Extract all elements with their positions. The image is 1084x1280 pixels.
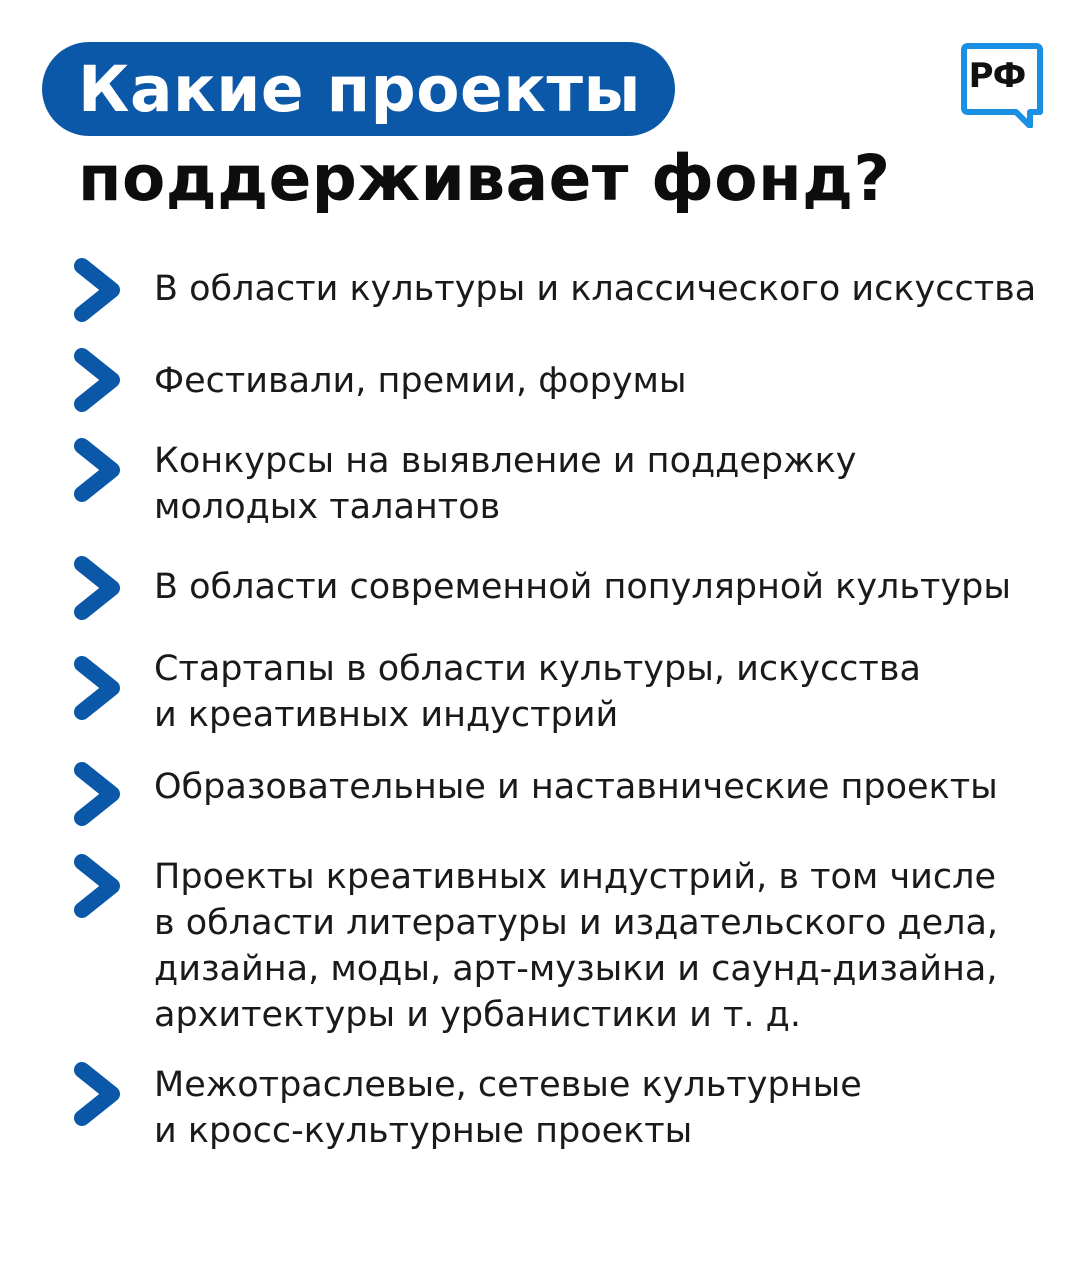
list-item-text: Образовательные и наставнические проекты xyxy=(154,767,998,807)
list-item-text: Межотраслевые, сетевые культурные и кросс-культурные проекты xyxy=(154,1065,862,1151)
list-item-text: Стартапы в области культуры, искусства и креативных индустрий xyxy=(154,649,921,735)
list-item-text: Проекты креативных индустрий, в том числе в области литературы и издательского дела, дизайна, моды, арт-музыки и саунд-дизайна, архитектуры и урбанистики и т. д. xyxy=(154,857,999,1035)
logo-text: РФ xyxy=(968,56,1026,96)
chevron-right-icon xyxy=(72,762,124,826)
list-item-text: Конкурсы на выявление и поддержку молодых талантов xyxy=(154,441,857,527)
chevron-right-icon xyxy=(72,556,124,620)
chevron-right-icon xyxy=(72,1062,124,1126)
chevron-right-icon xyxy=(72,854,124,918)
list-item-text: Фестивали, премии, форумы xyxy=(154,361,687,401)
page-title-line-1: Какие проекты xyxy=(78,52,641,126)
chevron-right-icon xyxy=(72,258,124,322)
list-item-text: В области современной популярной культуры xyxy=(154,567,1011,607)
list-item-text: В области культуры и классического искусства xyxy=(154,269,1037,309)
chevron-right-icon xyxy=(72,348,124,412)
page-title-line-2: поддерживает фонд? xyxy=(78,142,891,215)
chevron-right-icon xyxy=(72,656,124,720)
chevron-right-icon xyxy=(72,438,124,502)
